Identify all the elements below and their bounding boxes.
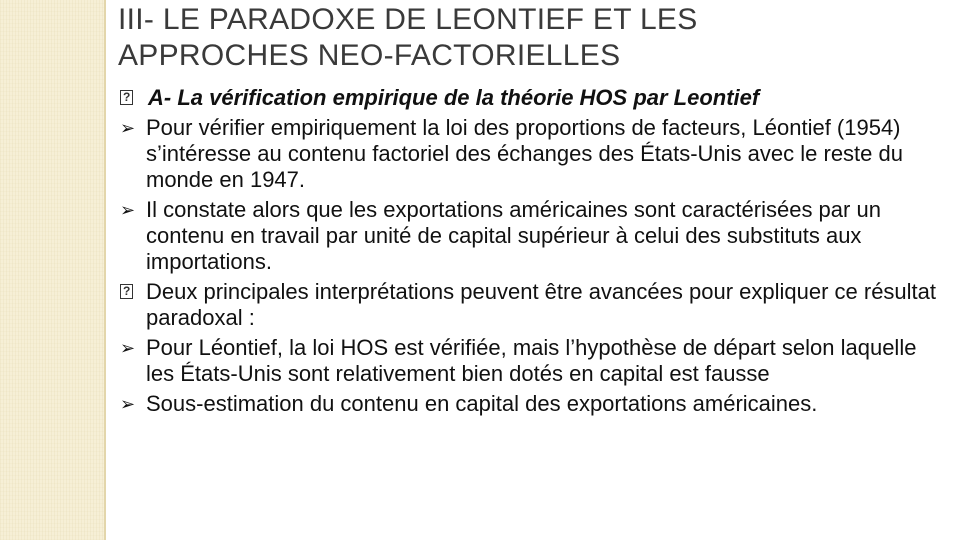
bullet-text: Pour vérifier empiriquement la loi des proportions de facteurs, Léontief (1954) s’intéresse au contenu factoriel des échanges des États-Unis avec le reste du monde en 1947. bbox=[146, 115, 903, 192]
slide-title bbox=[118, 2, 938, 74]
bullet-item: ➢ Pour Léontief, la loi HOS est vérifiée, mais l’hypothèse de départ selon laquelle les États-Unis sont relativement bien dotés en capital est fausse bbox=[120, 335, 917, 386]
band-divider bbox=[104, 0, 106, 540]
section-heading-text: A- La vérification empirique de la théorie HOS par Leontief bbox=[148, 85, 760, 110]
section-heading bbox=[118, 85, 948, 111]
bullet-text: Pour Léontief, la loi HOS est vérifiée, mais l’hypothèse de départ selon laquelle les États-Unis sont relativement bien dotés en capital est fausse bbox=[146, 335, 917, 386]
bullet-item: ➢ Il constate alors que les exportations américaines sont caractérisées par un contenu en travail par unité de capital supérieur à celui des substituts aux importations. bbox=[120, 197, 881, 274]
bullet-item bbox=[118, 279, 948, 331]
slide-title-line-1: III- LE PARADOXE DE LEONTIEF ET LES bbox=[118, 3, 698, 36]
bullet-item: ➢ Pour vérifier empiriquement la loi des proportions de facteurs, Léontief (1954) s’intéresse au contenu factoriel des échanges des États-Unis avec le reste du monde en 1947. bbox=[120, 115, 903, 192]
slide-content bbox=[118, 85, 948, 421]
bullet-text: Il constate alors que les exportations américaines sont caractérisées par un contenu en travail par unité de capital supérieur à celui des substituts aux importations. bbox=[146, 197, 881, 274]
slide-title-line-2: APPROCHES NEO-FACTORIELLES bbox=[118, 39, 621, 72]
bullet-text: Sous-estimation du contenu en capital des exportations américaines. bbox=[146, 391, 818, 416]
left-decorative-band bbox=[0, 0, 104, 540]
bullet-text: Deux principales interprétations peuvent être avancées pour expliquer ce résultat paradoxal : bbox=[146, 279, 937, 330]
bullet-item: ➢ Sous-estimation du contenu en capital des exportations américaines. bbox=[120, 391, 818, 416]
